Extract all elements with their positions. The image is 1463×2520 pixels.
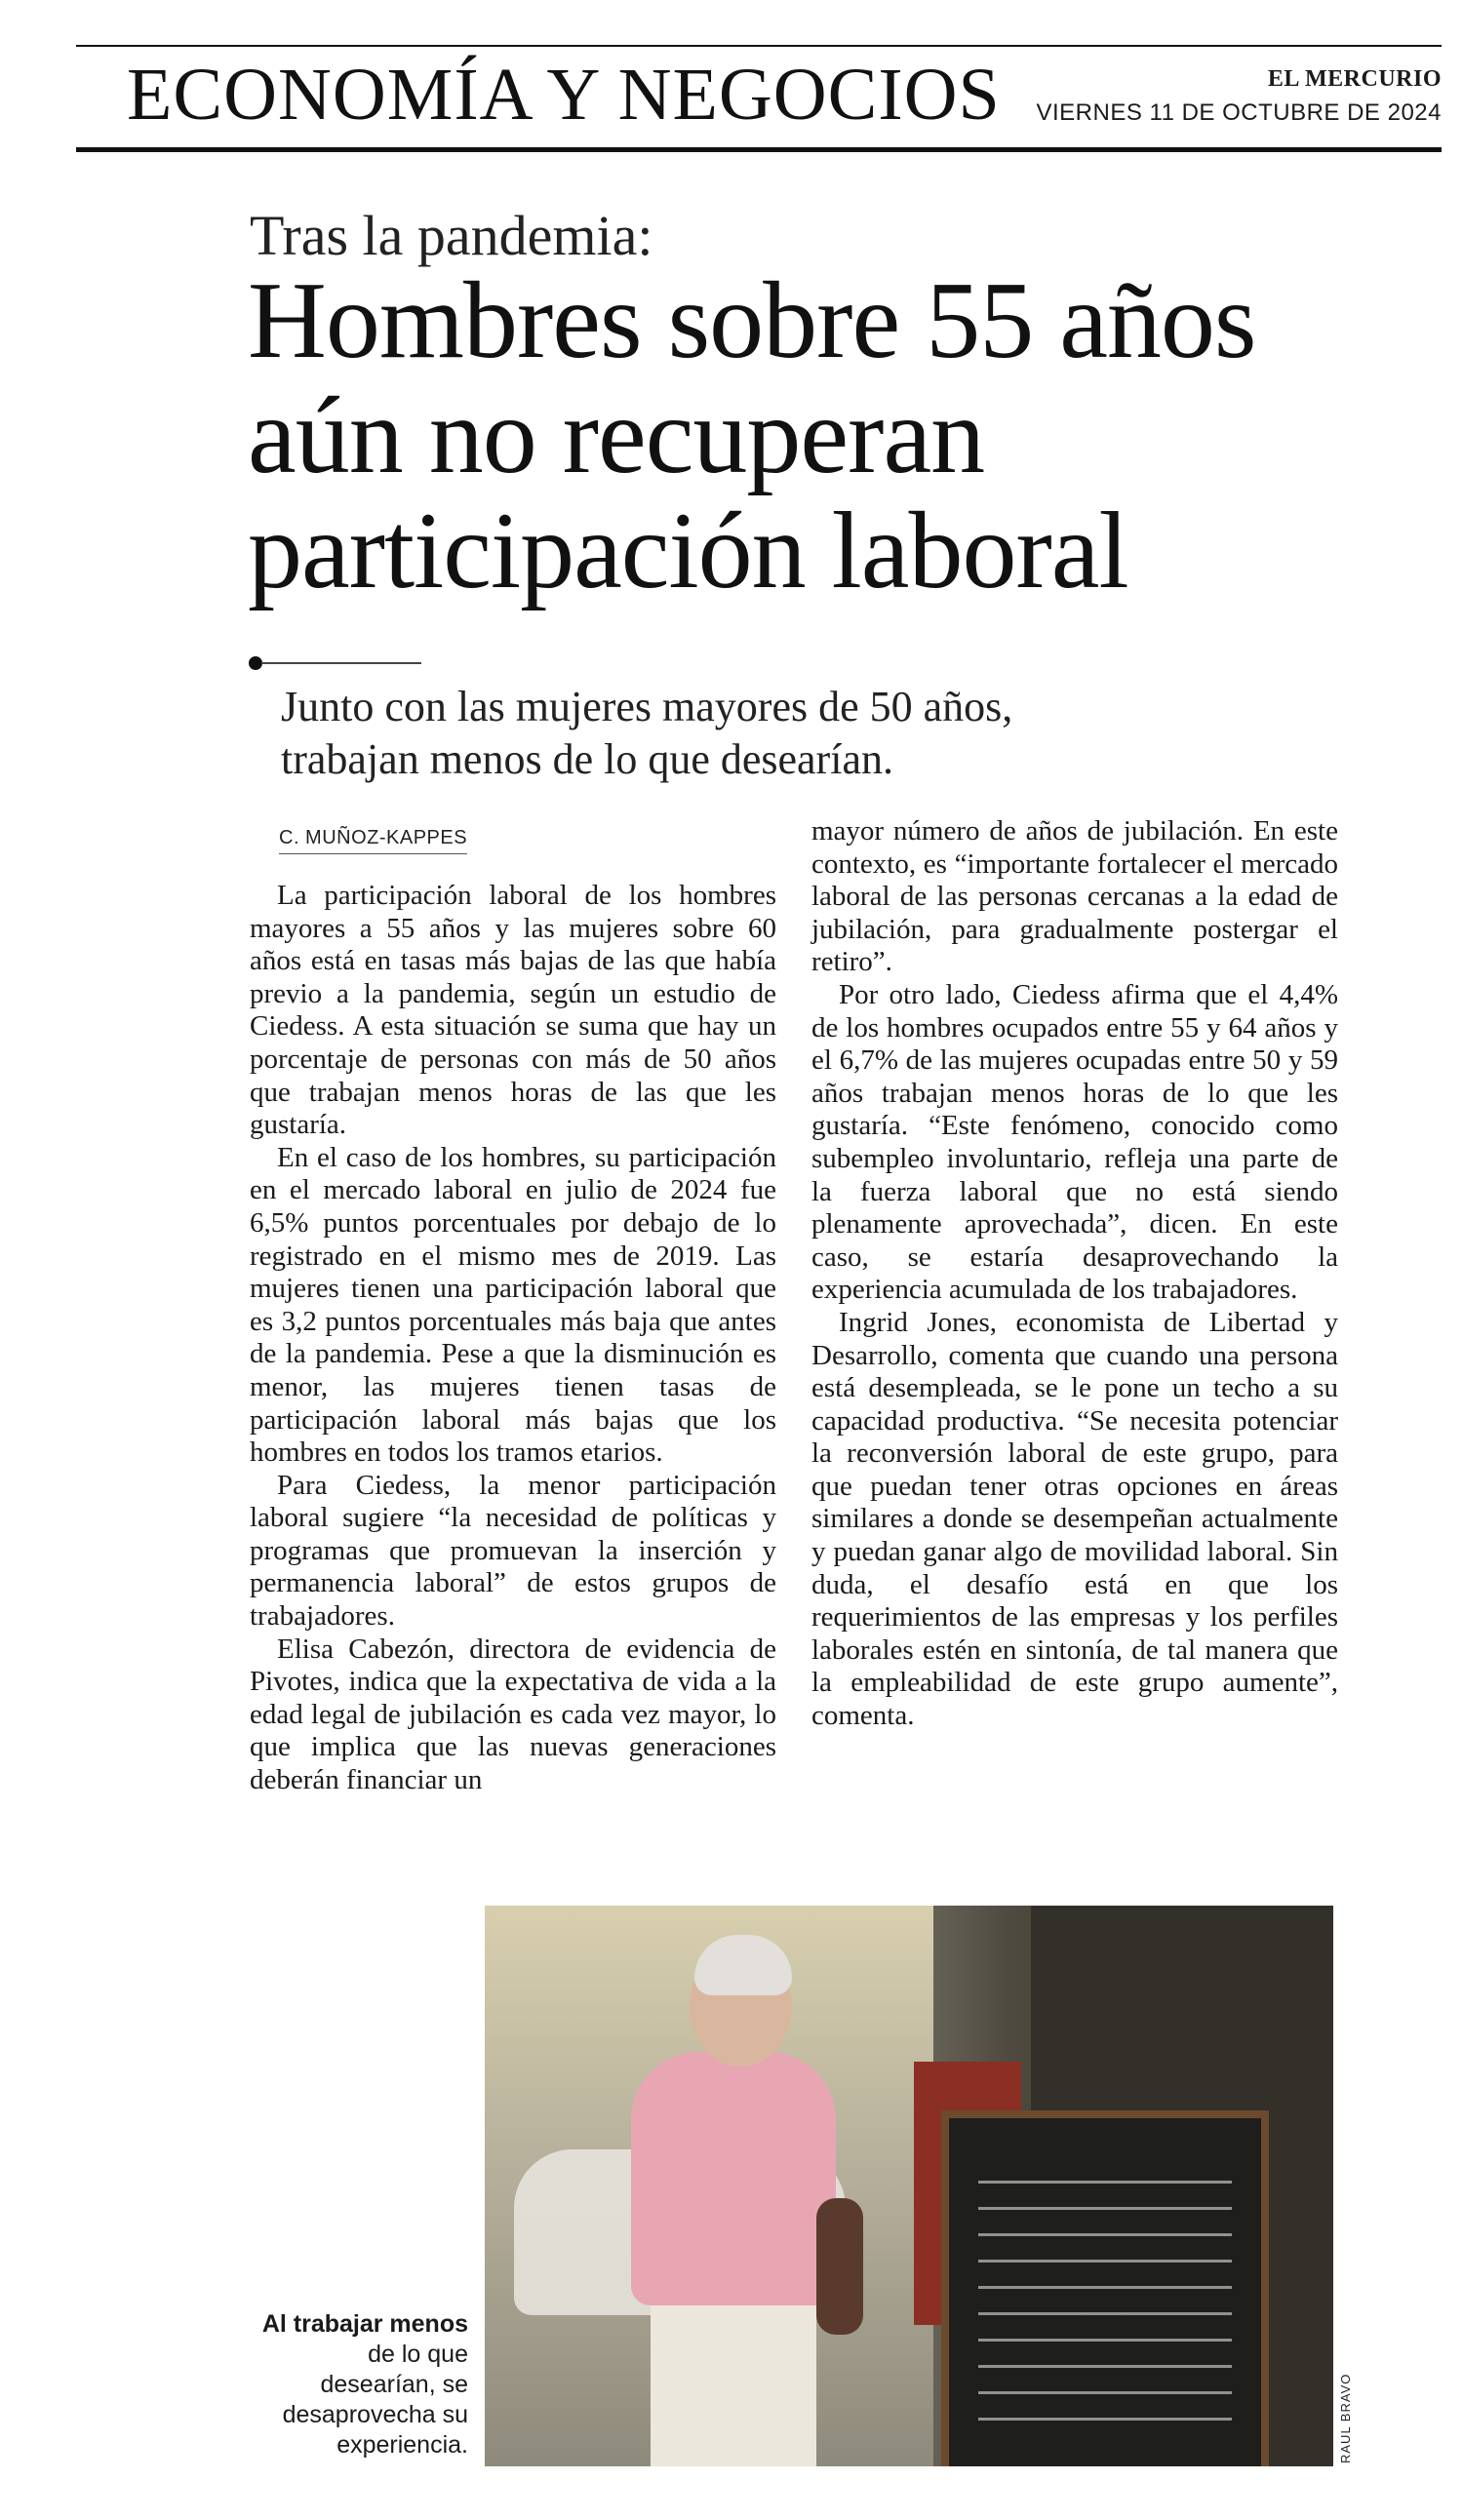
- masthead: [76, 45, 1442, 152]
- photo-chalk-text: [978, 2157, 1232, 2440]
- paragraph: En el caso de los hombres, su participación en el mercado laboral en julio de 2024 fue 6,5% puntos porcentuales por debajo de lo registrado en el mismo mes de 2019. Las mujeres tienen una participación laboral que es 3,2 puntos porcentuales más baja que antes de la pandemia. Pese a que la disminución es menor, las mujeres tienen tasas de participación laboral más bajas que los hombres en todos los tramos etarios.: [250, 1141, 776, 1469]
- bullet-dot: [249, 656, 262, 670]
- article-column-1: [250, 880, 776, 1797]
- publication-date: VIERNES 11 DE OCTUBRE DE 2024: [1036, 99, 1442, 126]
- paragraph: Elisa Cabezón, directora de evidencia de Pivotes, indica que la expectativa de vida a la edad legal de jubilación es cada vez mayor, lo que implica que las nuevas generaciones deberán financiar un: [250, 1633, 776, 1796]
- headline-line: aún no recuperan: [248, 375, 985, 496]
- section-title: ECONOMÍA Y NEGOCIOS: [127, 54, 1001, 136]
- headline-line: participación laboral: [248, 491, 1128, 611]
- photo-man-shirt: [631, 2052, 836, 2305]
- article-photo: [485, 1906, 1333, 2466]
- article-subheadline: [281, 681, 1305, 786]
- article-column-2: [811, 815, 1338, 1733]
- article-headline: [248, 260, 1369, 611]
- caption-lead: Al trabajar menos: [261, 2310, 468, 2338]
- paragraph: Por otro lado, Ciedess afirma que el 4,4% de los hombres ocupados entre 55 y 64 años y el 6,7% de las mujeres ocupadas entre 50 y 59 años trabajan menos horas de lo que les gustaría. “Este fenómeno, conocido como subempleo involuntario, refleja una parte de la fuerza laboral que no está siendo plenamente aprovechada”, dicen. En este caso, se estaría desaprovechando la experiencia acumulada de los trabajadores.: [811, 978, 1338, 1306]
- article-byline: C. MUÑOZ-KAPPES: [279, 827, 467, 854]
- article-kicker: Tras la pandemia:: [250, 204, 653, 267]
- photo-credit: RAUL BRAVO: [1338, 2373, 1353, 2463]
- caption-text: de lo que desearían, se desaprovecha su experiencia.: [282, 2341, 468, 2459]
- photo-man-trousers: [651, 2301, 816, 2466]
- photo-caption: [248, 2309, 468, 2461]
- photo-chalkboard-menu: [941, 2110, 1269, 2466]
- photo-bag: [816, 2198, 863, 2335]
- subhead-line: Junto con las mujeres mayores de 50 años,: [281, 683, 1013, 730]
- newspaper-name: EL MERCURIO: [1267, 66, 1442, 92]
- headline-line: Hombres sobre 55 años: [248, 260, 1256, 381]
- subhead-line: trabajan menos de lo que desearían.: [281, 735, 893, 783]
- masthead-top-rule: [76, 45, 1442, 47]
- paragraph: La participación laboral de los hombres mayores a 55 años y las mujeres sobre 60 años está en tasas más bajas de las que había previo a la pandemia, según un estudio de Ciedess. A esta situación se suma que hay un porcentaje de personas con más de 50 años que trabajan menos horas de las que les gustaría.: [250, 880, 776, 1141]
- paragraph: Para Ciedess, la menor participación laboral sugiere “la necesidad de políticas y programas que promuevan la inserción y permanencia laboral” de estos grupos de trabajadores.: [250, 1469, 776, 1633]
- decorative-rule: [261, 662, 421, 664]
- masthead-bottom-rule: [76, 147, 1442, 152]
- paragraph: mayor número de años de jubilación. En este contexto, es “importante fortalecer el mercado laboral de las personas cercanas a la edad de jubilación, para gradualmente postergar el retiro”.: [811, 815, 1338, 978]
- paragraph: Ingrid Jones, economista de Libertad y Desarrollo, comenta que cuando una persona está desempleada, se le pone un techo a su capacidad productiva. “Se necesita potenciar la reconversión laboral de este grupo, para que puedan tener otras opciones en áreas similares a donde se desempeñan actualmente y puedan ganar algo de movilidad laboral. Sin duda, el desafío está en que los requerimientos de las empresas y los perfiles laborales estén en sintonía, de tal manera que la empleabilidad de este grupo aumente”, comenta.: [811, 1306, 1338, 1732]
